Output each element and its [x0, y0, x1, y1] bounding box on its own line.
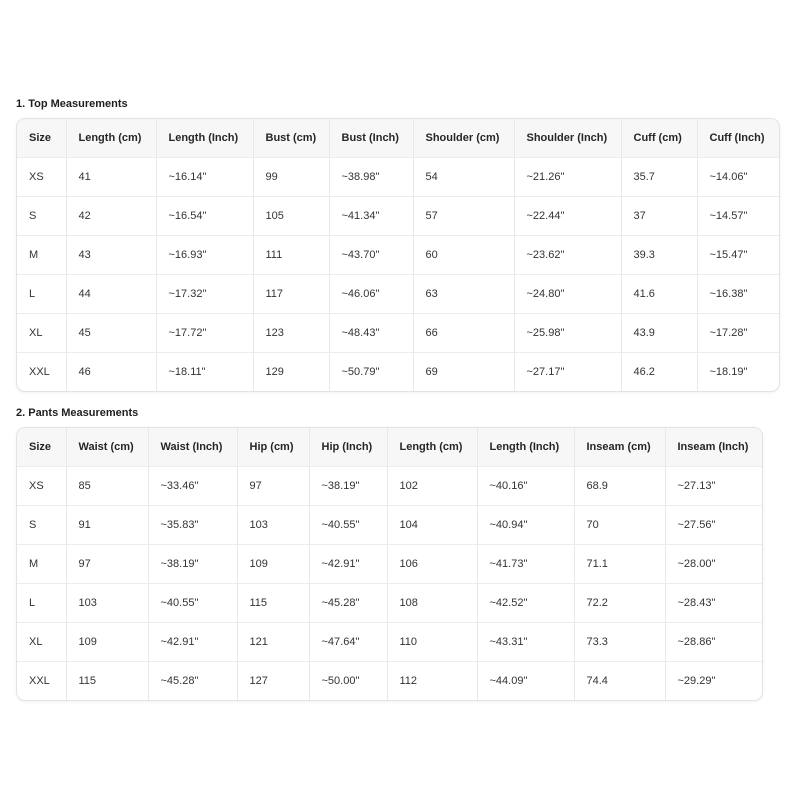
- table-cell: 39.3: [621, 236, 697, 275]
- table-cell: 97: [237, 467, 309, 506]
- table-cell: ~21.26": [514, 158, 621, 197]
- column-header: Waist (cm): [66, 428, 148, 467]
- table-cell: ~38.19": [309, 467, 387, 506]
- column-header: Inseam (cm): [574, 428, 665, 467]
- table-cell: 123: [253, 314, 329, 353]
- column-header: Length (Inch): [156, 119, 253, 158]
- table-row: [17, 236, 779, 275]
- table-cell: 109: [237, 545, 309, 584]
- header-row: [17, 428, 762, 467]
- table-cell: 111: [253, 236, 329, 275]
- table-cell: 108: [387, 584, 477, 623]
- table-cell: 129: [253, 353, 329, 392]
- table-row: [17, 158, 779, 197]
- table-cell: ~45.28": [309, 584, 387, 623]
- table-cell: 85: [66, 467, 148, 506]
- column-header: Size: [17, 428, 66, 467]
- table-cell: 106: [387, 545, 477, 584]
- table-cell: 70: [574, 506, 665, 545]
- table-cell: ~42.91": [148, 623, 237, 662]
- table-cell: 37: [621, 197, 697, 236]
- column-header: Length (cm): [387, 428, 477, 467]
- table-cell: ~16.93": [156, 236, 253, 275]
- table-cell: ~14.57": [697, 197, 779, 236]
- table-cell: 112: [387, 662, 477, 701]
- size-cell: M: [17, 545, 66, 584]
- size-cell: M: [17, 236, 66, 275]
- column-header: Cuff (Inch): [697, 119, 779, 158]
- table-row: [17, 662, 762, 701]
- table-cell: ~42.91": [309, 545, 387, 584]
- table-cell: 91: [66, 506, 148, 545]
- pants-measurements-table: [17, 428, 762, 700]
- table-cell: 117: [253, 275, 329, 314]
- table-row: [17, 197, 779, 236]
- top-measurements-table-container: [16, 118, 780, 392]
- column-header: Shoulder (cm): [413, 119, 514, 158]
- table-cell: ~43.31": [477, 623, 574, 662]
- table-cell: 72.2: [574, 584, 665, 623]
- table-cell: 102: [387, 467, 477, 506]
- table-cell: ~16.14": [156, 158, 253, 197]
- table-row: [17, 623, 762, 662]
- table-cell: 110: [387, 623, 477, 662]
- table-cell: ~41.34": [329, 197, 413, 236]
- table-cell: 45: [66, 314, 156, 353]
- column-header: Size: [17, 119, 66, 158]
- table-cell: 41.6: [621, 275, 697, 314]
- size-cell: S: [17, 506, 66, 545]
- column-header: Bust (cm): [253, 119, 329, 158]
- size-cell: XL: [17, 314, 66, 353]
- table-cell: ~42.52": [477, 584, 574, 623]
- column-header: Bust (Inch): [329, 119, 413, 158]
- table-row: [17, 545, 762, 584]
- table-cell: 35.7: [621, 158, 697, 197]
- table-cell: 105: [253, 197, 329, 236]
- table-cell: 63: [413, 275, 514, 314]
- table-cell: 41: [66, 158, 156, 197]
- table-row: [17, 353, 779, 392]
- table-cell: 109: [66, 623, 148, 662]
- table-cell: ~40.55": [309, 506, 387, 545]
- column-header: Cuff (cm): [621, 119, 697, 158]
- column-header: Inseam (Inch): [665, 428, 762, 467]
- pants-measurements-section: [16, 406, 763, 706]
- table-cell: 43: [66, 236, 156, 275]
- table-cell: ~47.64": [309, 623, 387, 662]
- table-cell: ~15.47": [697, 236, 779, 275]
- column-header: Length (Inch): [477, 428, 574, 467]
- table-cell: 69: [413, 353, 514, 392]
- table-cell: ~44.09": [477, 662, 574, 701]
- table-cell: ~17.28": [697, 314, 779, 353]
- table-cell: ~33.46": [148, 467, 237, 506]
- table-cell: ~17.32": [156, 275, 253, 314]
- table-cell: 73.3: [574, 623, 665, 662]
- table-cell: ~40.16": [477, 467, 574, 506]
- size-cell: S: [17, 197, 66, 236]
- table-cell: ~45.28": [148, 662, 237, 701]
- top-measurements-table: [17, 119, 779, 391]
- size-cell: XS: [17, 158, 66, 197]
- table-cell: ~16.38": [697, 275, 779, 314]
- table-cell: 42: [66, 197, 156, 236]
- top-measurements-title: 1. Top Measurements: [16, 98, 128, 110]
- table-cell: 43.9: [621, 314, 697, 353]
- table-cell: ~27.17": [514, 353, 621, 392]
- table-cell: ~48.43": [329, 314, 413, 353]
- table-row: [17, 467, 762, 506]
- size-cell: L: [17, 584, 66, 623]
- table-cell: ~28.43": [665, 584, 762, 623]
- table-cell: 68.9: [574, 467, 665, 506]
- table-cell: ~38.19": [148, 545, 237, 584]
- column-header: Hip (Inch): [309, 428, 387, 467]
- table-cell: 115: [66, 662, 148, 701]
- table-cell: 54: [413, 158, 514, 197]
- table-cell: ~18.11": [156, 353, 253, 392]
- table-cell: 46: [66, 353, 156, 392]
- pants-measurements-table-container: [16, 427, 763, 701]
- table-cell: ~43.70": [329, 236, 413, 275]
- pants-measurements-title: 2. Pants Measurements: [16, 407, 139, 419]
- size-cell: XXL: [17, 353, 66, 392]
- table-cell: ~17.72": [156, 314, 253, 353]
- table-cell: 60: [413, 236, 514, 275]
- table-cell: ~16.54": [156, 197, 253, 236]
- table-cell: 103: [66, 584, 148, 623]
- column-header: Waist (Inch): [148, 428, 237, 467]
- table-cell: 121: [237, 623, 309, 662]
- table-cell: ~23.62": [514, 236, 621, 275]
- table-cell: ~24.80": [514, 275, 621, 314]
- table-cell: ~50.00": [309, 662, 387, 701]
- table-cell: 57: [413, 197, 514, 236]
- table-row: [17, 275, 779, 314]
- table-cell: ~40.55": [148, 584, 237, 623]
- table-cell: ~46.06": [329, 275, 413, 314]
- column-header: Shoulder (Inch): [514, 119, 621, 158]
- table-cell: ~50.79": [329, 353, 413, 392]
- table-cell: 127: [237, 662, 309, 701]
- table-cell: 44: [66, 275, 156, 314]
- size-cell: L: [17, 275, 66, 314]
- table-cell: ~29.29": [677, 675, 716, 687]
- table-cell: ~14.06": [697, 158, 779, 197]
- table-row: [17, 506, 762, 545]
- table-cell: 104: [387, 506, 477, 545]
- table-cell: ~22.44": [514, 197, 621, 236]
- table-cell: ~27.56": [665, 506, 762, 545]
- top-measurements-section: [16, 97, 780, 397]
- size-cell: XS: [17, 467, 66, 506]
- table-cell: ~28.86": [665, 623, 762, 662]
- table-cell: ~41.73": [477, 545, 574, 584]
- table-cell: 74.4: [574, 662, 665, 701]
- table-cell: ~28.00": [665, 545, 762, 584]
- table-row: [17, 314, 779, 353]
- table-cell: 71.1: [574, 545, 665, 584]
- table-cell: ~35.83": [148, 506, 237, 545]
- table-cell: 115: [237, 584, 309, 623]
- column-header: Length (cm): [66, 119, 156, 158]
- column-header: Hip (cm): [237, 428, 309, 467]
- table-cell: ~27.13": [665, 467, 762, 506]
- table-row: [17, 584, 762, 623]
- table-cell: 97: [66, 545, 148, 584]
- header-row: [17, 119, 779, 158]
- size-cell: XL: [17, 623, 66, 662]
- table-cell: ~18.19": [709, 366, 748, 378]
- table-cell: 103: [237, 506, 309, 545]
- table-cell: ~40.94": [477, 506, 574, 545]
- table-cell: 66: [413, 314, 514, 353]
- table-cell: 46.2: [621, 353, 697, 392]
- size-cell: XXL: [17, 662, 66, 701]
- table-cell: 99: [253, 158, 329, 197]
- table-cell: ~25.98": [514, 314, 621, 353]
- table-cell: ~38.98": [329, 158, 413, 197]
